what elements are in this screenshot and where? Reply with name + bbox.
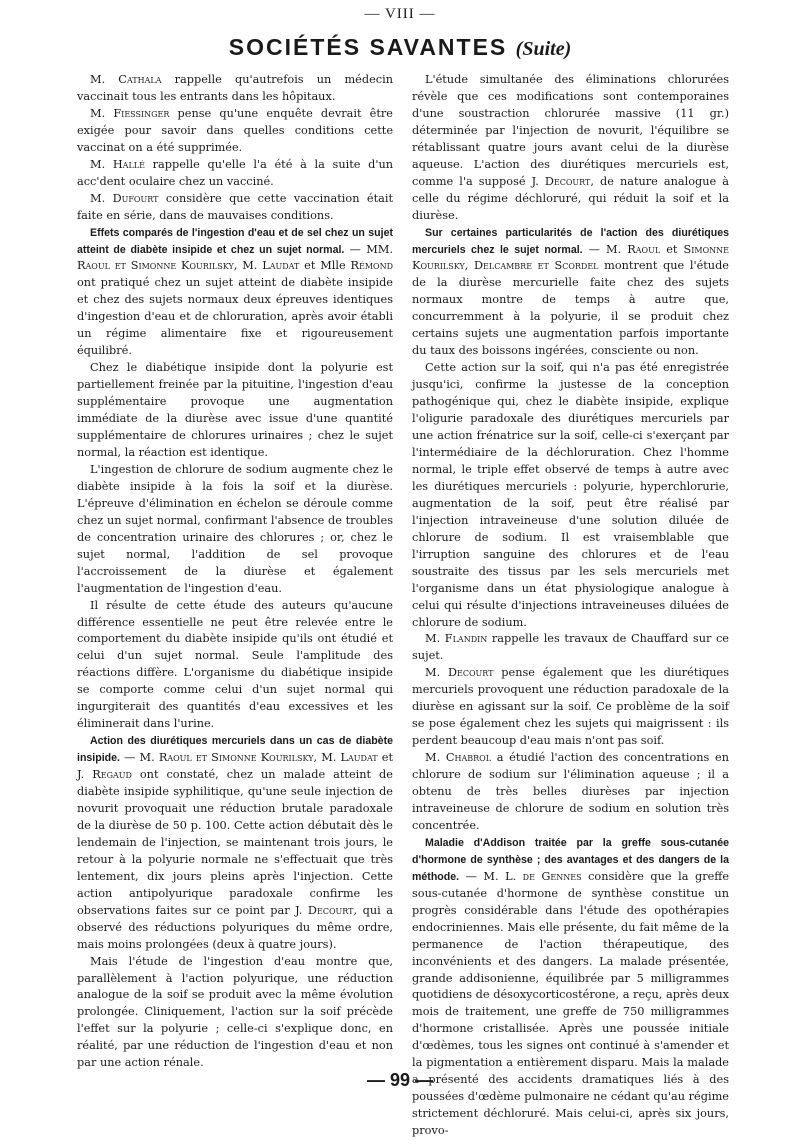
speaker-name: M. Decourt	[425, 666, 494, 680]
paragraph: Cette action sur la soif, qui n'a pas été enregistrée jusqu'ici, confirme la justesse de la conception pathogénique qui, chez le diabète insipide, explique l'oligurie paradoxale des diurétiques mercuriels par une action frénatrice sur la soif, celle-ci s'exerçant par l'intermédiaire de la déchloruration. Chez l'homme normal, le triple effet observé de temps à autre avec les diurétiques mercuriels : polyurie, hyperchlorurie, augmentation de la soif, peut être réalisé par l'injection intraveineuse d'une solution diluée de chlorure de sodium. Il est vraisemblable que l'irruption sanguine des chlorures et de l'eau soustraite des tissus par les sels mercuriels met l'organisme dans un état physiologique analogue à celui qui résulte d'injections intraveineuses diluées de chlorure de sodium.	[412, 361, 729, 629]
author-connector: — M.	[459, 869, 506, 883]
paragraph	[77, 106, 393, 157]
author-connector: et	[660, 242, 684, 256]
paragraph	[412, 72, 729, 225]
paragraph: Il résulte de cette étude des auteurs qu'aucune différence essentielle ne peut être relevée entre le comportement du diabète insipide qu'ils ont étudié et celui d'un sujet normal. Seule l'amplitude des réactions diffère. L'organisme du diabétique insipide se comporte comme celui d'un sujet normal qui ingurgiterait des quantités d'eau excessives et les éliminerait dans l'urine.	[77, 598, 393, 731]
paragraph-text: rappelle qu'autrefois un médecin vaccinait tous les entrants dans les hôpitaux.	[77, 73, 393, 103]
paragraph-text: , de nature analogue à celle du régime déchloruré, qui réduit la soif et la diurèse.	[412, 174, 730, 222]
title-text: SOCIÉTÉS SAVANTES	[228, 34, 508, 60]
paragraph-text: ont pratiqué chez un sujet atteint de diabète insipide et chez des sujets normaux deux épreuves identiques d'ingestion d'eau et de chloruration, après avoir établi un régime alimentaire fixe et rigoureusement équilibré.	[77, 276, 393, 358]
title-suite: (Suite)	[515, 38, 572, 60]
paragraph	[77, 157, 393, 191]
section-heading: Effets comparés de l'ingestion d'eau et de sel chez un sujet atteint de diabète insipide et chez un sujet normal.	[77, 226, 393, 256]
paragraph-text: rappelle qu'elle l'a été à la suite d'un acc'dent oculaire chez un vacciné.	[77, 157, 393, 188]
paragraph-text: L'étude simultanée des éliminations chlorurées révèle que ces modifications sont contemporaines d'une soustraction chlorurée massive (11 gr.) déterminée par l'injection de novurit, l'équilibre se rétablissant quatre jours avant celui de la diurèse aqueuse. L'action des diurétiques mercuriels est, comme l'a supposé J.	[412, 73, 729, 188]
paragraph-text: montrent que l'étude de la diurèse mercurielle faite chez des sujets normaux montre de temps à autre que, concurremment à la polyurie, il se produit chez certains sujets une augmentation parfois importante du taux des boissons ingérées, consciente ou non.	[412, 259, 729, 358]
page-number: — 99 —	[366, 1070, 434, 1090]
author-names: Laudat	[340, 751, 378, 765]
paragraph-text: rappelle les travaux de Chauffard sur ce sujet.	[412, 632, 729, 663]
author-names: Decourt	[307, 903, 354, 917]
left-column	[77, 72, 394, 1070]
paragraph-text: pense qu'une enquête devrait être exigée pour savoir dans quelles conditions cette vaccinat on a été supprimée.	[77, 106, 393, 154]
author-connector: — M.	[119, 751, 159, 765]
section-paragraph	[77, 225, 393, 361]
author-connector: M.	[237, 259, 263, 273]
speaker-name: M. Dufourt	[90, 191, 159, 205]
section-heading: Action des diurétiques mercuriels dans un cas de diabète insipide.	[77, 735, 393, 765]
paragraph: Mais l'étude de l'ingestion d'eau montre que, parallèlement à l'action polyurique, une réduction analogue de la soif se produit avec la même évolution prolongée. Cliniquement, l'action sur la soif précède l'effet sur la polyurie ; celle-ci s'explique donc, en réalité, par une réduction de l'ingestion d'eau et non par une action rénale.	[77, 954, 393, 1070]
paragraph	[412, 631, 729, 665]
section-paragraph	[77, 733, 393, 953]
paragraph: Chez le diabétique insipide dont la polyurie est partiellement freinée par la pituitine, l'ingestion d'eau supplémentaire provoque une augmentation immédiate de la diurèse avec issue d'une quantité supplémentaire de chlorures urinaires ; chez le sujet normal, la réaction est identique.	[77, 361, 393, 459]
author-connector: — MM.	[344, 242, 393, 256]
paragraph-text: , qui a observé des réductions polyuriques du même ordre, mais moins prolongées (deux à quatre jours).	[77, 903, 393, 951]
section-heading: Maladie d'Addison traitée par la greffe sous-cutanée d'hormone de synthèse ; des avantages et des dangers de la méthode.	[412, 836, 729, 883]
paragraph-text: considère que la greffe sous-cutanée d'hormone de synthèse constitue un progrès considérable dans l'étude des opothérapies endocriniennes. Mais elle présente, du fait même de la permanence de l'action thérapeutique, des inconvénients et des dangers. La malade présentée, grande addisonienne, équilibrée par 5 milligrammes quotidiens de désoxycorticostérone, a reçu, après deux mois de traitement, une greffe de 750 milligrammes d'hormone cristallisée. Après une poussée initiale d'œdèmes, tous les signes ont continué à s'amender et la pigmentation a entièrement disparu. Mais la malade a présenté des accidents dramatiques liés à des poussées d'œdème pulmonaire ne cédant qu'au régime strictement déchloruré. Mais celui-ci, après six jours, provo-	[412, 869, 729, 1138]
author-names: Decourt	[544, 174, 591, 188]
paragraph-text: ont constaté, chez un malade atteint de diabète insipide syphilitique, qu'une seule injection de novurit provoquait une réduction brutale paradoxale de la diurèse de 50 p. 100. Cette action débutait dès le lendemain de l'injection, se maintenant trois jours, le retour à la polyurie normale ne s'effectuait que très lentement, dix jours pleins après l'injection. Cette action antipolyurique paradoxale confirme les observations faites sur ce point par J.	[77, 768, 393, 917]
paragraph	[412, 750, 729, 835]
author-names: Regaud	[92, 768, 132, 782]
author-names: Simonne Kourilsky, Delcambre et Scordel	[412, 242, 729, 273]
paragraph-text: considère que cette vaccination était faite en série, dans de mauvaises conditions.	[77, 191, 393, 222]
author-connector: et Mlle	[299, 259, 351, 273]
author-names: Raoul	[627, 242, 661, 256]
speaker-name: M. Fiessinger	[90, 106, 170, 120]
author-connector: M.	[317, 751, 341, 765]
roman-folio: — VIII —	[364, 6, 436, 22]
author-names: Raoul et Simonne Kourilsky,	[77, 259, 238, 273]
page-title	[0, 34, 800, 61]
speaker-name: M. Hallé	[90, 157, 145, 171]
section-heading: Sur certaines particularités de l'action des diurétiques mercuriels chez le sujet normal.	[412, 226, 729, 256]
author-names: Laudat	[262, 259, 300, 273]
paragraph: L'ingestion de chlorure de sodium augmente chez le diabète insipide à la fois la soif et la diurèse. L'épreuve d'élimination en échelon se déroule comme chez un sujet normal, confirmant l'absence de troubles de concentration urinaire des chlorures ; or, chez le sujet normal, l'addition de sel provoque l'accroissement de la diurèse et également l'augmentation de l'ingestion d'eau.	[77, 462, 393, 595]
author-names: Raoul et Simonne Kourilsky,	[158, 751, 318, 765]
paragraph-text: pense également que les diurétiques mercuriels provoquent une réduction paradoxale de la diurèse en agissant sur la soif. Ce problème de la soif se pose également chez les sujets qui maigrissent : ils perdent beaucoup d'eau mais n'ont pas soif.	[412, 666, 729, 748]
speaker-name: M. Chabrol	[425, 751, 492, 765]
paragraph-text: a étudié l'action des concentrations en chlorure de sodium sur l'élimination aqueuse ; il a obtenu de très belles diurèses par injection intraveineuse de chlorure de sodium en solution très concentrée.	[412, 751, 729, 832]
author-names: L. de Gennes	[505, 869, 582, 883]
section-paragraph	[412, 225, 729, 361]
speaker-name: M. Flandin	[425, 632, 488, 646]
section-paragraph	[412, 835, 729, 1140]
author-connector: — M.	[582, 242, 628, 256]
right-column	[412, 72, 730, 1138]
author-connector: et J.	[77, 751, 393, 782]
paragraph	[77, 191, 393, 225]
author-names: Rémond	[350, 259, 394, 273]
paragraph	[412, 665, 729, 750]
speaker-name: M. Cathala	[90, 73, 162, 86]
paragraph	[77, 72, 393, 106]
